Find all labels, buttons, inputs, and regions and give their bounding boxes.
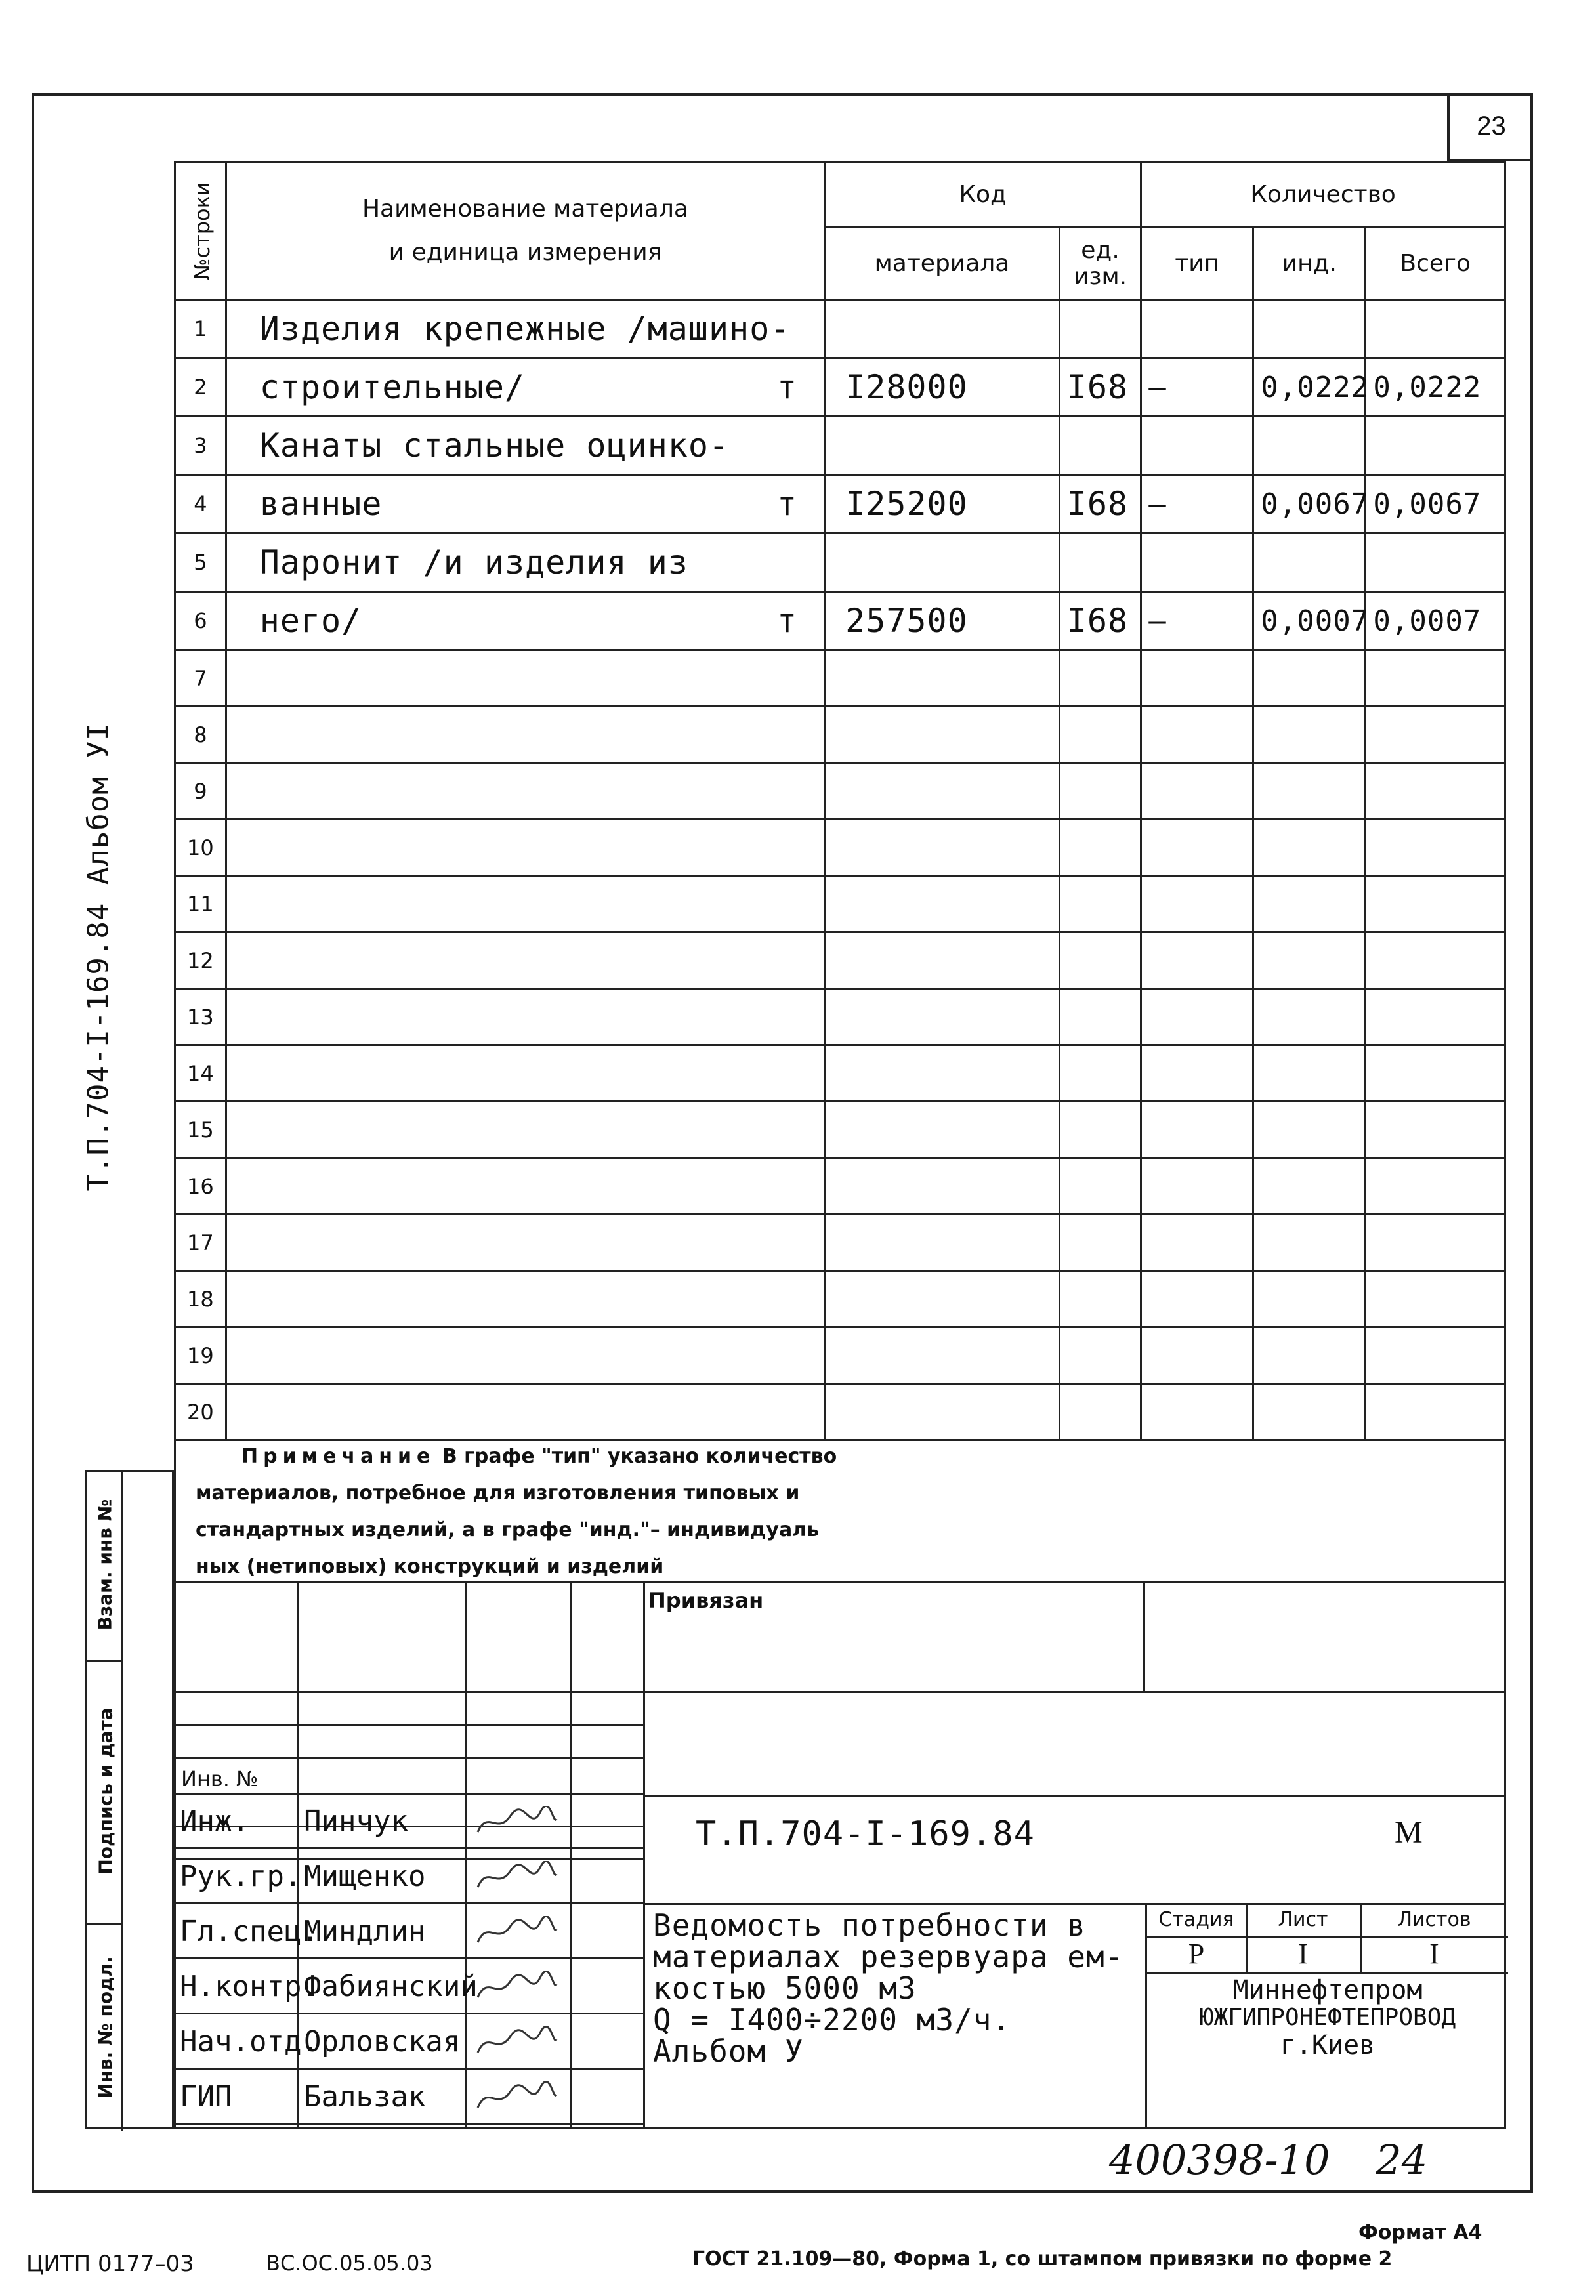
side-label: Т.П.704-I-169.84 Альбом УI (81, 722, 116, 1192)
quantity-ind: 0,0007 (1253, 592, 1366, 650)
quantity-type-header: тип (1141, 228, 1253, 300)
quantity-ind: 0,0067 (1253, 475, 1366, 533)
quantity-type (1141, 1102, 1253, 1158)
note-line1: В графе "тип" указано количество (442, 1445, 837, 1468)
quantity-total (1366, 533, 1505, 592)
quantity-type (1141, 417, 1253, 475)
material-code (825, 932, 1060, 989)
name-header-line2: и единица измерения (388, 238, 662, 266)
signature-name: Фабиянский (304, 1970, 478, 2003)
title-line2: материалах резервуара ем- (653, 1939, 1124, 1974)
quantity-total (1366, 300, 1505, 358)
material-name (226, 707, 824, 763)
unit-code (1059, 650, 1141, 707)
quantity-total (1366, 650, 1505, 707)
signature-scribble (474, 2081, 560, 2114)
quantity-total (1366, 820, 1505, 876)
inv-podl-label: Инв. № подл. (94, 1956, 116, 2098)
quantity-total (1366, 417, 1505, 475)
title-line3: костью 5000 м3 (653, 1971, 917, 2006)
archive-no: 400398-10 (1109, 2136, 1330, 2184)
quantity-total (1366, 1102, 1505, 1158)
podpis-label: Подпись и дата (94, 1707, 117, 1875)
material-code (825, 650, 1060, 707)
quantity-ind (1253, 1271, 1366, 1327)
quantity-type (1141, 707, 1253, 763)
note-line4: ных (нетиповых) конструкций и изделий (196, 1555, 664, 1578)
quantity-ind (1253, 1045, 1366, 1102)
quantity-type (1141, 989, 1253, 1045)
signature-name: Миндлин (304, 1915, 426, 1948)
material-name-text: Канаты стальные оцинко- (259, 427, 730, 465)
signature-role: ГИП (180, 2080, 232, 2114)
unit-code (1059, 876, 1141, 932)
signature-role: Рук.гр. (180, 1860, 302, 1893)
material-name (226, 1327, 824, 1384)
stamp-left (174, 1583, 643, 2127)
signature-row (176, 2014, 645, 2070)
material-name (226, 763, 824, 820)
material-code (825, 1102, 1060, 1158)
unit-code (1059, 417, 1141, 475)
unit-code (1059, 707, 1141, 763)
footer-left1: ЦИТП 0177–03 (26, 2251, 194, 2277)
material-name (226, 1215, 824, 1271)
format-label: Формат А4 (1358, 2221, 1482, 2244)
privyazan-label: Привязан (648, 1588, 764, 1613)
signature-role: Гл.спец. (180, 1915, 319, 1948)
signature-row (176, 1904, 645, 1959)
quantity-type (1141, 1045, 1253, 1102)
signature-role: Н.контр. (180, 1970, 319, 2003)
org-line3: г.Киев (1280, 2030, 1376, 2060)
material-name (226, 533, 824, 592)
document-title (653, 1910, 1124, 2067)
table-row (175, 358, 1505, 417)
material-code: I28000 (825, 358, 1060, 417)
material-name (226, 989, 824, 1045)
table-row (175, 1271, 1505, 1327)
quantity-total (1366, 989, 1505, 1045)
title-line1: Ведомость потребности в (653, 1908, 1086, 1943)
list-header: Лист (1278, 1908, 1328, 1931)
material-code (825, 820, 1060, 876)
table-body (175, 300, 1505, 1440)
material-code (825, 1215, 1060, 1271)
row-number: 9 (175, 763, 226, 820)
material-name (226, 1271, 824, 1327)
signature-scribble (474, 1806, 560, 1839)
material-name (226, 300, 824, 358)
quantity-total (1366, 707, 1505, 763)
signature-name: Мищенко (304, 1860, 426, 1893)
row-number: 16 (175, 1158, 226, 1215)
code-unit-header (1059, 228, 1141, 300)
material-code (825, 876, 1060, 932)
list-value: I (1298, 1938, 1308, 1970)
quantity-type (1141, 763, 1253, 820)
quantity-type (1141, 876, 1253, 932)
quantity-total (1366, 1158, 1505, 1215)
vzam-label: Взам. инв № (94, 1499, 116, 1631)
unit-code: I68 (1059, 592, 1141, 650)
row-number: 5 (175, 533, 226, 592)
footer-right: ГОСТ 21.109—80, Форма 1, со штампом привязки по форме 2 (692, 2247, 1393, 2270)
note-line3: стандартных изделий, а в графе "инд."– индивидуаль (196, 1518, 820, 1541)
row-number: 11 (175, 876, 226, 932)
stadia-value: Р (1188, 1938, 1205, 1970)
table-row (175, 300, 1505, 358)
note-line2: материалов, потребное для изготовления типовых и (196, 1482, 800, 1505)
material-name (226, 876, 824, 932)
name-header (226, 162, 824, 300)
quantity-total (1366, 1215, 1505, 1271)
quantity-type (1141, 650, 1253, 707)
quantity-ind (1253, 989, 1366, 1045)
row-number: 15 (175, 1102, 226, 1158)
signature-scribble (474, 1861, 560, 1894)
row-number: 18 (175, 1271, 226, 1327)
quantity-type (1141, 533, 1253, 592)
quantity-header: Количество (1141, 162, 1505, 228)
material-code (825, 1271, 1060, 1327)
inv-no-label: Инв. № (181, 1766, 259, 1791)
quantity-total: 0,0067 (1366, 475, 1505, 533)
quantity-ind (1253, 820, 1366, 876)
quantity-type: – (1141, 358, 1253, 417)
quantity-type (1141, 1215, 1253, 1271)
material-code (825, 707, 1060, 763)
table-row (175, 533, 1505, 592)
quantity-type (1141, 1271, 1253, 1327)
row-number: 20 (175, 1384, 226, 1440)
signature-row (176, 1794, 645, 1849)
material-name (226, 1102, 824, 1158)
quantity-ind (1253, 1102, 1366, 1158)
signature-scribble (474, 1971, 560, 2004)
unit-code (1059, 1271, 1141, 1327)
quantity-ind (1253, 707, 1366, 763)
archive-sheet: 24 (1376, 2136, 1428, 2184)
podpis-cell (87, 1662, 123, 1925)
quantity-type (1141, 820, 1253, 876)
archive-number (1109, 2136, 1427, 2184)
unit-code (1059, 1327, 1141, 1384)
note-block (174, 1425, 1506, 1583)
material-unit: т (777, 602, 798, 640)
signature-scribble (474, 2026, 560, 2059)
table-row (175, 417, 1505, 475)
quantity-total-header: Всего (1366, 228, 1505, 300)
row-number: 2 (175, 358, 226, 417)
code-header: Код (825, 162, 1141, 228)
material-code: 257500 (825, 592, 1060, 650)
table-row (175, 1102, 1505, 1158)
side-label-box (72, 722, 125, 1194)
signature-role: Нач.отд. (180, 2025, 319, 2058)
signature-role: Инж. (180, 1805, 249, 1838)
quantity-ind (1253, 533, 1366, 592)
material-name (226, 932, 824, 989)
org-line1: Миннефтепром (1232, 1975, 1423, 2005)
title-line5: Альбом У (653, 2034, 804, 2069)
unit-code (1059, 763, 1141, 820)
row-number: 8 (175, 707, 226, 763)
material-name (226, 1158, 824, 1215)
table-row (175, 1158, 1505, 1215)
quantity-type (1141, 1327, 1253, 1384)
material-name (226, 820, 824, 876)
material-unit: т (777, 368, 798, 406)
row-number: 6 (175, 592, 226, 650)
quantity-ind (1253, 932, 1366, 989)
row-number: 4 (175, 475, 226, 533)
quantity-total (1366, 876, 1505, 932)
quantity-ind (1253, 876, 1366, 932)
privyazan-box (643, 1583, 1506, 1691)
material-name (226, 1045, 824, 1102)
signature-scribble (474, 1916, 560, 1949)
material-name (226, 475, 824, 533)
unit-code (1059, 1158, 1141, 1215)
material-unit: т (777, 485, 798, 523)
quantity-ind (1253, 1215, 1366, 1271)
quantity-ind-header: инд. (1253, 228, 1366, 300)
quantity-ind (1253, 300, 1366, 358)
code-unit-header-line2: изм. (1073, 262, 1127, 290)
material-code (825, 1158, 1060, 1215)
page-number: 23 (1477, 111, 1506, 140)
footer-left2: ВС.ОС.05.05.03 (266, 2251, 433, 2276)
signature-name: Бальзак (304, 2080, 426, 2114)
quantity-type (1141, 1158, 1253, 1215)
table-row (175, 989, 1505, 1045)
table-row (175, 707, 1505, 763)
quantity-ind (1253, 1158, 1366, 1215)
left-strip (85, 1470, 174, 2129)
org-line2: ЮЖГИПРОНЕФТЕПРОВОД (1199, 2004, 1456, 2031)
row-number: 17 (175, 1215, 226, 1271)
material-name-text: Изделия крепежные /машино- (259, 310, 791, 348)
quantity-ind (1253, 763, 1366, 820)
name-header-line1: Наименование материала (362, 195, 688, 222)
signature-name: Пинчук (304, 1805, 408, 1838)
material-code (825, 763, 1060, 820)
material-name-text: строительные/ (259, 368, 526, 406)
signature-row (176, 1959, 645, 2014)
table-row (175, 1327, 1505, 1384)
quantity-type: – (1141, 475, 1253, 533)
unit-code: I68 (1059, 358, 1141, 417)
material-code (825, 417, 1060, 475)
quantity-ind: 0,0222 (1253, 358, 1366, 417)
quantity-ind (1253, 650, 1366, 707)
row-number: 3 (175, 417, 226, 475)
material-code (825, 1045, 1060, 1102)
table-row (175, 1215, 1505, 1271)
signatures-list (176, 1794, 645, 2125)
table-row (175, 763, 1505, 820)
unit-code (1059, 1102, 1141, 1158)
unit-code: I68 (1059, 475, 1141, 533)
quantity-ind (1253, 1327, 1366, 1384)
row-number: 12 (175, 932, 226, 989)
table-row (175, 1045, 1505, 1102)
row-number: 7 (175, 650, 226, 707)
material-name (226, 592, 824, 650)
quantity-total (1366, 1327, 1505, 1384)
unit-code (1059, 533, 1141, 592)
table-row (175, 592, 1505, 650)
note-title: Примечание (242, 1445, 436, 1468)
code-unit-header-line1: ед. (1081, 236, 1120, 264)
signature-name: Орловская (304, 2025, 461, 2058)
row-number: 14 (175, 1045, 226, 1102)
listov-value: I (1429, 1938, 1439, 1970)
material-code (825, 989, 1060, 1045)
quantity-total (1366, 1271, 1505, 1327)
quantity-total (1366, 932, 1505, 989)
unit-code (1059, 1045, 1141, 1102)
quantity-ind (1253, 417, 1366, 475)
row-number: 10 (175, 820, 226, 876)
material-code (825, 300, 1060, 358)
material-name (226, 358, 824, 417)
table-row (175, 820, 1505, 876)
material-name-text: него/ (259, 602, 362, 640)
material-name (226, 417, 824, 475)
unit-code (1059, 1215, 1141, 1271)
unit-code (1059, 820, 1141, 876)
material-code (825, 533, 1060, 592)
material-code: I25200 (825, 475, 1060, 533)
table-row (175, 876, 1505, 932)
material-code (825, 1327, 1060, 1384)
unit-code (1059, 932, 1141, 989)
row-number: 1 (175, 300, 226, 358)
material-name (226, 650, 824, 707)
unit-code (1059, 989, 1141, 1045)
inv-podl-cell (87, 1925, 123, 2131)
material-name-text: ванные (259, 485, 383, 523)
row-number: 13 (175, 989, 226, 1045)
signature-row (176, 1849, 645, 1904)
quantity-type: – (1141, 592, 1253, 650)
quantity-total (1366, 1045, 1505, 1102)
quantity-total: 0,0222 (1366, 358, 1505, 417)
table-row (175, 650, 1505, 707)
stadia-header: Стадия (1158, 1908, 1234, 1931)
doc-code: Т.П.704-I-169.84 (696, 1814, 1035, 1854)
organization (1147, 1976, 1508, 2059)
row-no-header-label: №строки (190, 182, 215, 280)
material-name-text: Паронит /и изделия из (259, 543, 688, 581)
quantity-total (1366, 763, 1505, 820)
row-number: 19 (175, 1327, 226, 1384)
row-no-header (175, 162, 226, 300)
vzam-cell (87, 1472, 123, 1662)
stage-block (1145, 1903, 1506, 2127)
table-row (175, 932, 1505, 989)
listov-header: Листов (1397, 1908, 1471, 1931)
code-material-header: материала (825, 228, 1060, 300)
quantity-type (1141, 300, 1253, 358)
title-line4: Q = I400÷2200 м3/ч. (653, 2002, 1011, 2037)
signature-row (176, 2070, 645, 2125)
scale-mark: М (1395, 1815, 1423, 1850)
quantity-type (1141, 932, 1253, 989)
quantity-total: 0,0007 (1366, 592, 1505, 650)
table-row (175, 475, 1505, 533)
page-number-box (1447, 93, 1533, 161)
unit-code (1059, 300, 1141, 358)
materials-table (174, 161, 1506, 1441)
